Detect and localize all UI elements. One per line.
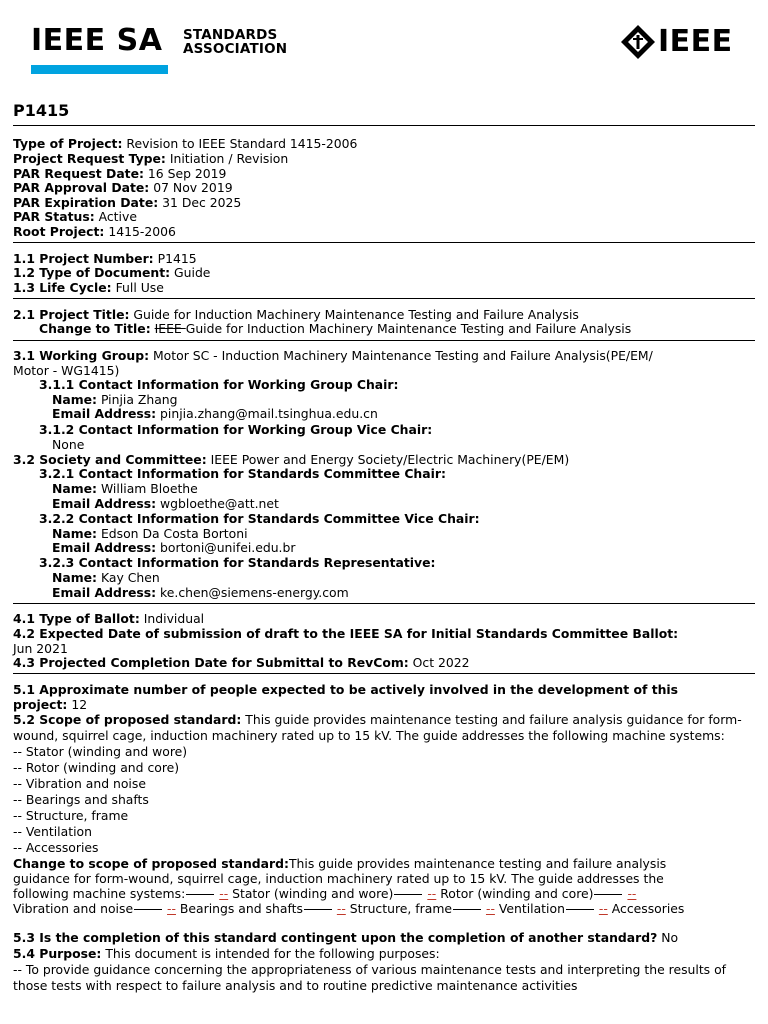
field-value: Oct 2022: [408, 655, 470, 670]
removed-break: [134, 909, 162, 910]
type-of-ballot: [13, 611, 204, 626]
root-project: [13, 224, 176, 239]
field-value: Guide: [170, 265, 211, 280]
field-label: Name:: [52, 526, 98, 541]
sc-vice-chair-email: [52, 540, 295, 555]
wg-vice-chair-heading: 3.1.2 Contact Information for Working Group Vice Chair:: [39, 422, 433, 437]
field-value: Guide for Induction Machinery Maintenance Testing and Failure Analysis: [185, 321, 632, 336]
change-to-scope-cont: guidance for form-wound, squirrel cage, induction machinery rated up to 15 kV. The guide addresses the: [13, 871, 664, 886]
sc-chair-name: [52, 481, 198, 496]
field-value: pinjia.zhang@mail.tsinghua.edu.cn: [156, 406, 378, 421]
field-label: 4.1 Type of Ballot:: [13, 611, 140, 626]
divider: [13, 673, 755, 674]
system-structure: Structure, frame: [345, 901, 453, 916]
removed-break: [186, 894, 214, 895]
field-label: Name:: [52, 570, 98, 585]
field-label: Project Request Type:: [13, 151, 166, 166]
field-value: This guide provides maintenance testing and failure analysis: [288, 856, 667, 871]
field-label: PAR Request Date:: [13, 166, 144, 181]
project-number: [13, 251, 197, 266]
field-value: ke.chen@siemens-energy.com: [156, 585, 349, 600]
life-cycle: [13, 280, 164, 295]
field-value: IEEE Power and Energy Society/Electric Machinery(PE/EM): [206, 452, 570, 467]
field-value: William Bloethe: [97, 481, 198, 496]
field-value: 16 Sep 2019: [143, 166, 227, 181]
inserted-mark: --: [427, 886, 437, 901]
accent-bar: [31, 65, 168, 74]
scope-item: -- Stator (winding and wore): [13, 744, 188, 759]
working-group-cont: Motor - WG1415): [13, 363, 120, 378]
field-value: P1415: [153, 251, 197, 266]
field-value: Full Use: [111, 280, 164, 295]
field-value: Edson Da Costa Bortoni: [97, 526, 248, 541]
scope: [13, 712, 742, 727]
field-label: Email Address:: [52, 406, 157, 421]
std-rep-email: [52, 585, 349, 600]
type-of-document: [13, 265, 210, 280]
field-value: wgbloethe@att.net: [156, 496, 279, 511]
scope-cont: wound, squirrel cage, induction machinery rated up to 15 kV. The guide addresses the following machine systems:: [13, 728, 725, 743]
change-to-title: [39, 321, 631, 336]
field-label: Name:: [52, 481, 98, 496]
field-label: 5.2 Scope of proposed standard:: [13, 712, 242, 727]
field-label: Change to scope of proposed standard:: [13, 856, 289, 871]
scope-item: -- Structure, frame: [13, 808, 129, 823]
field-value: No: [657, 930, 679, 945]
removed-break: [594, 894, 622, 895]
wg-vice-chair-none: None: [52, 437, 85, 452]
field-value: Motor SC - Induction Machinery Maintenance Testing and Failure Analysis(PE/EM/: [149, 348, 653, 363]
ieee-sa-logo: IEEE SA: [31, 23, 163, 58]
field-value: Initiation / Revision: [165, 151, 289, 166]
change-to-scope: [13, 856, 666, 871]
purpose: [13, 946, 440, 961]
change-to-scope-systems-cont: [13, 901, 684, 916]
field-value: bortoni@unifei.edu.br: [156, 540, 296, 555]
std-rep-name: [52, 570, 160, 585]
system-ventilation: Ventilation: [494, 901, 565, 916]
field-value: 12: [67, 697, 88, 712]
field-label: 2.1 Project Title:: [13, 307, 130, 322]
field-label: Root Project:: [13, 224, 105, 239]
par-expiration-date: [13, 195, 241, 210]
wg-chair-email: [52, 406, 378, 421]
inserted-mark: --: [598, 901, 608, 916]
field-value: Guide for Induction Machinery Maintenance Testing and Failure Analysis: [129, 307, 579, 322]
standards-association-text: [183, 28, 287, 56]
system-vibration: Vibration and noise: [13, 901, 134, 916]
removed-break: [394, 894, 422, 895]
field-label: project:: [13, 697, 68, 712]
field-label: PAR Status:: [13, 209, 95, 224]
field-value: Individual: [139, 611, 205, 626]
removed-break: [566, 909, 594, 910]
system-rotor: Rotor (winding and core): [436, 886, 594, 901]
expected-submission-value: Jun 2021: [13, 641, 68, 656]
purpose-line2: -- To provide guidance concerning the appropriateness of various maintenance tests and interpreting the results of: [13, 962, 727, 977]
system-accessories: Accessories: [607, 901, 685, 916]
std-rep-heading: 3.2.3 Contact Information for Standards Representative:: [39, 555, 436, 570]
field-label: 1.1 Project Number:: [13, 251, 154, 266]
field-label: Name:: [52, 392, 98, 407]
divider: [13, 603, 755, 604]
field-label: 4.3 Projected Completion Date for Submittal to RevCom:: [13, 655, 409, 670]
field-label: 5.4 Purpose:: [13, 946, 102, 961]
expected-submission-label: 4.2 Expected Date of submission of draft to the IEEE SA for Initial Standards Committee Ballot:: [13, 626, 679, 641]
field-label: 1.3 Life Cycle:: [13, 280, 112, 295]
field-value: 1415-2006: [104, 224, 176, 239]
field-value: Pinjia Zhang: [97, 392, 178, 407]
field-label: Email Address:: [52, 496, 157, 511]
scope-item: -- Accessories: [13, 840, 99, 855]
removed-break: [453, 909, 481, 910]
ieee-wordmark: IEEE: [658, 24, 733, 59]
field-label: Change to Title:: [39, 321, 151, 336]
sc-vice-chair-heading: 3.2.2 Contact Information for Standards Committee Vice Chair:: [39, 511, 480, 526]
field-label: 3.1 Working Group:: [13, 348, 150, 363]
type-of-project: [13, 136, 357, 151]
field-value: Kay Chen: [97, 570, 160, 585]
project-request-type: [13, 151, 288, 166]
field-label: Type of Project:: [13, 136, 123, 151]
scope-item: -- Vibration and noise: [13, 776, 146, 791]
divider: [13, 298, 755, 299]
divider: [13, 242, 755, 243]
inserted-mark: --: [219, 886, 229, 901]
people-involved: [13, 697, 87, 712]
inserted-mark: --: [167, 901, 176, 916]
contingent: [13, 930, 678, 945]
field-value: This guide provides maintenance testing and failure analysis guidance for form-: [241, 712, 742, 727]
std-line2: ASSOCIATION: [183, 41, 288, 57]
change-to-scope-systems: [13, 886, 636, 901]
field-label: Email Address:: [52, 540, 157, 555]
field-label: PAR Expiration Date:: [13, 195, 159, 210]
field-value: Revision to IEEE Standard 1415-2006: [122, 136, 358, 151]
sc-chair-email: [52, 496, 279, 511]
removed-break: [304, 909, 332, 910]
field-value: 31 Dec 2025: [158, 195, 242, 210]
system-stator: Stator (winding and wore): [228, 886, 394, 901]
std-line1: STANDARDS: [183, 27, 278, 43]
field-value: This document is intended for the following purposes:: [101, 946, 440, 961]
purpose-line3: those tests with respect to failure analysis and to routine predictive maintenance activities: [13, 978, 578, 993]
sc-vice-chair-name: [52, 526, 248, 541]
field-label: 1.2 Type of Document:: [13, 265, 171, 280]
scope-item: -- Bearings and shafts: [13, 792, 149, 807]
field-label: PAR Approval Date:: [13, 180, 150, 195]
par-status: [13, 209, 137, 224]
field-value: following machine systems:: [13, 886, 186, 901]
inserted-mark: --: [627, 886, 637, 901]
sc-chair-heading: 3.2.1 Contact Information for Standards Committee Chair:: [39, 466, 446, 481]
divider: [13, 340, 755, 341]
field-label: Email Address:: [52, 585, 157, 600]
field-label: 5.3 Is the completion of this standard contingent upon the completion of another standard?: [13, 930, 658, 945]
project-title: [13, 307, 579, 322]
page-title: P1415: [13, 101, 70, 120]
struck-text: IEEE: [154, 321, 186, 336]
inserted-mark: --: [336, 901, 346, 916]
inserted-mark: --: [485, 901, 495, 916]
field-value: Active: [94, 209, 137, 224]
scope-item: -- Ventilation: [13, 824, 92, 839]
working-group: [13, 348, 653, 363]
divider: [13, 125, 755, 126]
ieee-diamond-icon: [620, 24, 656, 60]
projected-completion: [13, 655, 470, 670]
system-bearings: Bearings and shafts: [175, 901, 303, 916]
wg-chair-heading: 3.1.1 Contact Information for Working Group Chair:: [39, 377, 399, 392]
field-label: 3.2 Society and Committee:: [13, 452, 207, 467]
scope-item: -- Rotor (winding and core): [13, 760, 180, 775]
field-value: 07 Nov 2019: [149, 180, 233, 195]
society-committee: [13, 452, 569, 467]
people-involved-label: 5.1 Approximate number of people expected to be actively involved in the development of this: [13, 682, 679, 697]
par-request-date: [13, 166, 226, 181]
wg-chair-name: [52, 392, 178, 407]
par-approval-date: [13, 180, 233, 195]
